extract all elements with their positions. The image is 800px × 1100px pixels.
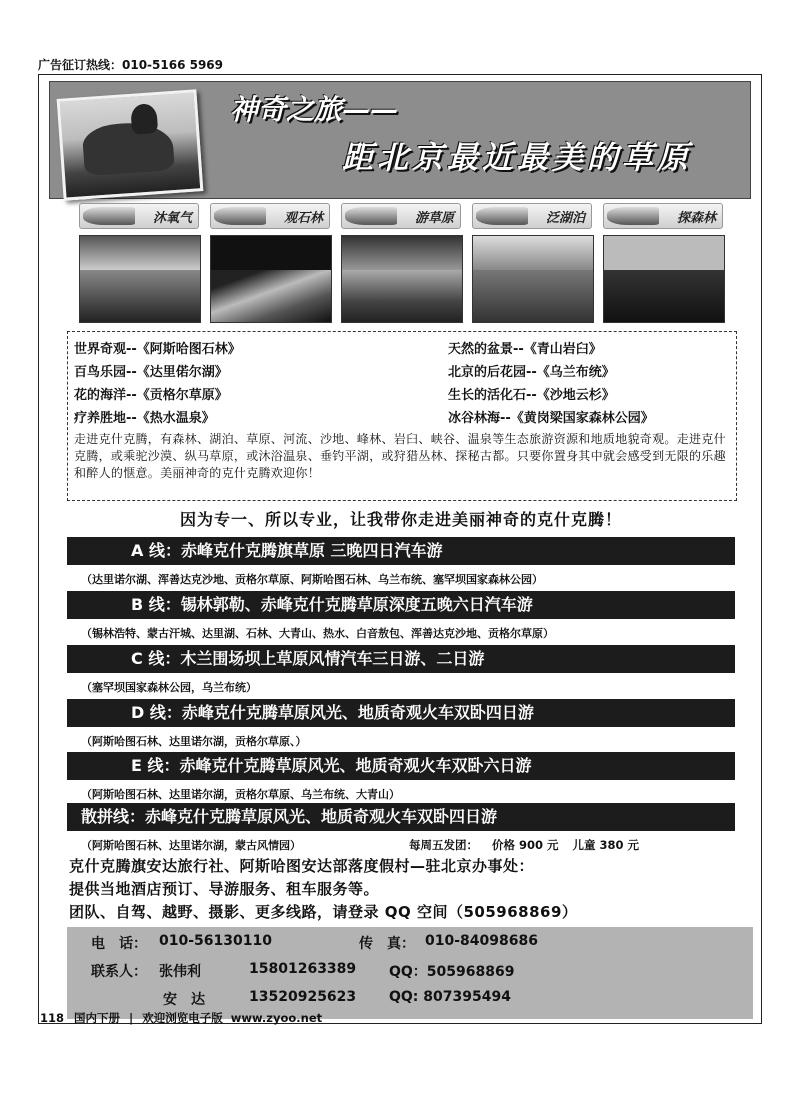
contact-panel (67, 927, 753, 1019)
route-e-bar: E 线：赤峰克什克腾草原风光、地质奇观火车双卧六日游 (67, 752, 735, 780)
footer-url[interactable]: www.zyoo.net (230, 1011, 323, 1025)
tab-oxygen: 沐氧气 (79, 203, 199, 229)
page-number: 118 (40, 1011, 65, 1025)
route-a-stops: （达里诺尔湖、浑善达克沙地、贡格尔草原、阿斯哈图石林、乌兰布统、塞罕坝国家森林公园） (81, 573, 543, 586)
page-footer (40, 1010, 322, 1026)
intro-paragraph: 走进克什克腾，有森林、湖泊、草原、河流、沙地、峰林、岩臼、峡谷、温泉等生态旅游资源和地质地貌奇观。走进克什克腾，或乘驼沙漠、纵马草原，或沐浴温泉、垂钓平湖，或狩猎丛林、探秘古都。只要你置身其中就会感受到无限的乐趣和醉人的惬意。美丽神奇的克什克腾欢迎你！ (74, 432, 726, 480)
child-price: 儿童 380 元 (572, 838, 640, 852)
route-d-bar: D 线：赤峰克什克腾草原风光、地质奇观火车双卧四日游 (67, 699, 735, 727)
ad-frame (38, 74, 762, 1024)
fax-number: 010-84098686 (425, 933, 538, 949)
route-b-bar: B 线：锡林郭勒、赤峰克什克腾草原深度五晚六日汽车游 (67, 591, 735, 619)
tab-lakes: 泛湖泊 (472, 203, 592, 229)
fax-label: 传 真： (359, 936, 415, 952)
grassland-sky-photo (79, 235, 201, 323)
highlight-item: 生长的活化石--《沙地云杉》 (448, 388, 615, 403)
office-services: 提供当地酒店预订、导游服务、租车服务等。 (69, 880, 380, 898)
highlight-item: 冰谷林海--《黄岗梁国家森林公园》 (448, 411, 654, 426)
route-d-stops: （阿斯哈图石林、达里诺尔湖，贡格尔草原、） (81, 735, 307, 748)
forest-hills-photo (603, 235, 725, 323)
highlight-item: 天然的盆景--《青山岩臼》 (448, 342, 602, 357)
rock-formation-photo (57, 89, 204, 201)
phone-label: 电 话： (91, 936, 147, 952)
route-b-stops: （锡林浩特、蒙古汗城、达里湖、石林、大青山、热水、白音敖包、浑善达克沙地、贡格尔草原） (81, 627, 554, 640)
route-c-bar: C 线：木兰围场坝上草原风情汽车三日游、二日游 (67, 645, 735, 673)
group-tour-pricing (409, 837, 649, 853)
sky-thumb-icon (83, 207, 135, 225)
banner-title-line1: 神奇之旅—— (230, 93, 399, 126)
grass-thumb-icon (345, 207, 397, 225)
contact-person-2: 安 达 (163, 992, 205, 1008)
banner-title-line2: 距北京最近最美的草原 (342, 140, 692, 176)
route-group-bar: 散拼线：赤峰克什克腾草原风光、地质奇观火车双卧四日游 (67, 803, 735, 831)
highlight-item: 世界奇观--《阿斯哈图石林》 (74, 342, 241, 357)
qq-1: QQ：505968869 (389, 964, 515, 980)
contact-person-label: 联系人： (91, 964, 147, 980)
office-qq-space: 团队、自驾、越野、摄影、更多线路，请登录 QQ 空间（505968869） (69, 903, 578, 921)
phone-number: 010-56130110 (159, 933, 272, 949)
category-tabs (79, 203, 723, 229)
river-grassland-photo (341, 235, 463, 323)
route-a-bar: A 线：赤峰克什克腾旗草原 三晚四日汽车游 (67, 537, 735, 565)
highlight-item: 疗养胜地--《热水温泉》 (74, 411, 215, 426)
header-banner (49, 81, 751, 199)
tab-stone-forest: 观石林 (210, 203, 330, 229)
tab-grassland: 游草原 (341, 203, 461, 229)
mobile-2: 13520925623 (249, 989, 357, 1005)
ad-hotline: 广告征订热线：010-5166 5969 (38, 58, 224, 72)
qq-2: QQ: 807395494 (389, 989, 511, 1005)
swan-lake-photo (472, 235, 594, 323)
office-heading: 克什克腾旗安达旅行社、阿斯哈图安达部落度假村—驻北京办事处： (69, 857, 535, 875)
lake-thumb-icon (476, 207, 528, 225)
tab-forest: 探森林 (603, 203, 723, 229)
forest-thumb-icon (607, 207, 659, 225)
footer-separator: | (129, 1011, 134, 1025)
adult-price: 价格 900 元 (492, 838, 559, 852)
highlight-item: 百鸟乐园--《达里偌尔湖》 (74, 365, 228, 380)
highlight-item: 北京的后花园--《乌兰布统》 (448, 365, 615, 380)
rock-thumb-icon (214, 207, 266, 225)
contact-person-1: 张伟利 (159, 964, 201, 980)
slogan: 因为专一、所以专业，让我带你走进美丽神奇的克什克腾！ (179, 510, 622, 529)
section-name: 国内下册 (74, 1011, 121, 1025)
departure-schedule: 每周五发团： (409, 838, 478, 852)
highlight-item: 花的海洋--《贡格尔草原》 (74, 388, 228, 403)
route-c-stops: （塞罕坝国家森林公园，乌兰布统） (81, 681, 257, 694)
route-e-stops: （阿斯哈图石林、达里诺尔湖，贡格尔草原、乌兰布统、大青山） (81, 788, 400, 801)
scenery-photos (79, 235, 727, 323)
highlights-box (67, 331, 737, 501)
stone-forest-photo (210, 235, 332, 323)
route-group-stops: （阿斯哈图石林、达里诺尔湖，蒙古风情园） (81, 839, 301, 852)
footer-promo: 欢迎浏览电子版 (142, 1011, 223, 1025)
mobile-1: 15801263389 (249, 961, 357, 977)
